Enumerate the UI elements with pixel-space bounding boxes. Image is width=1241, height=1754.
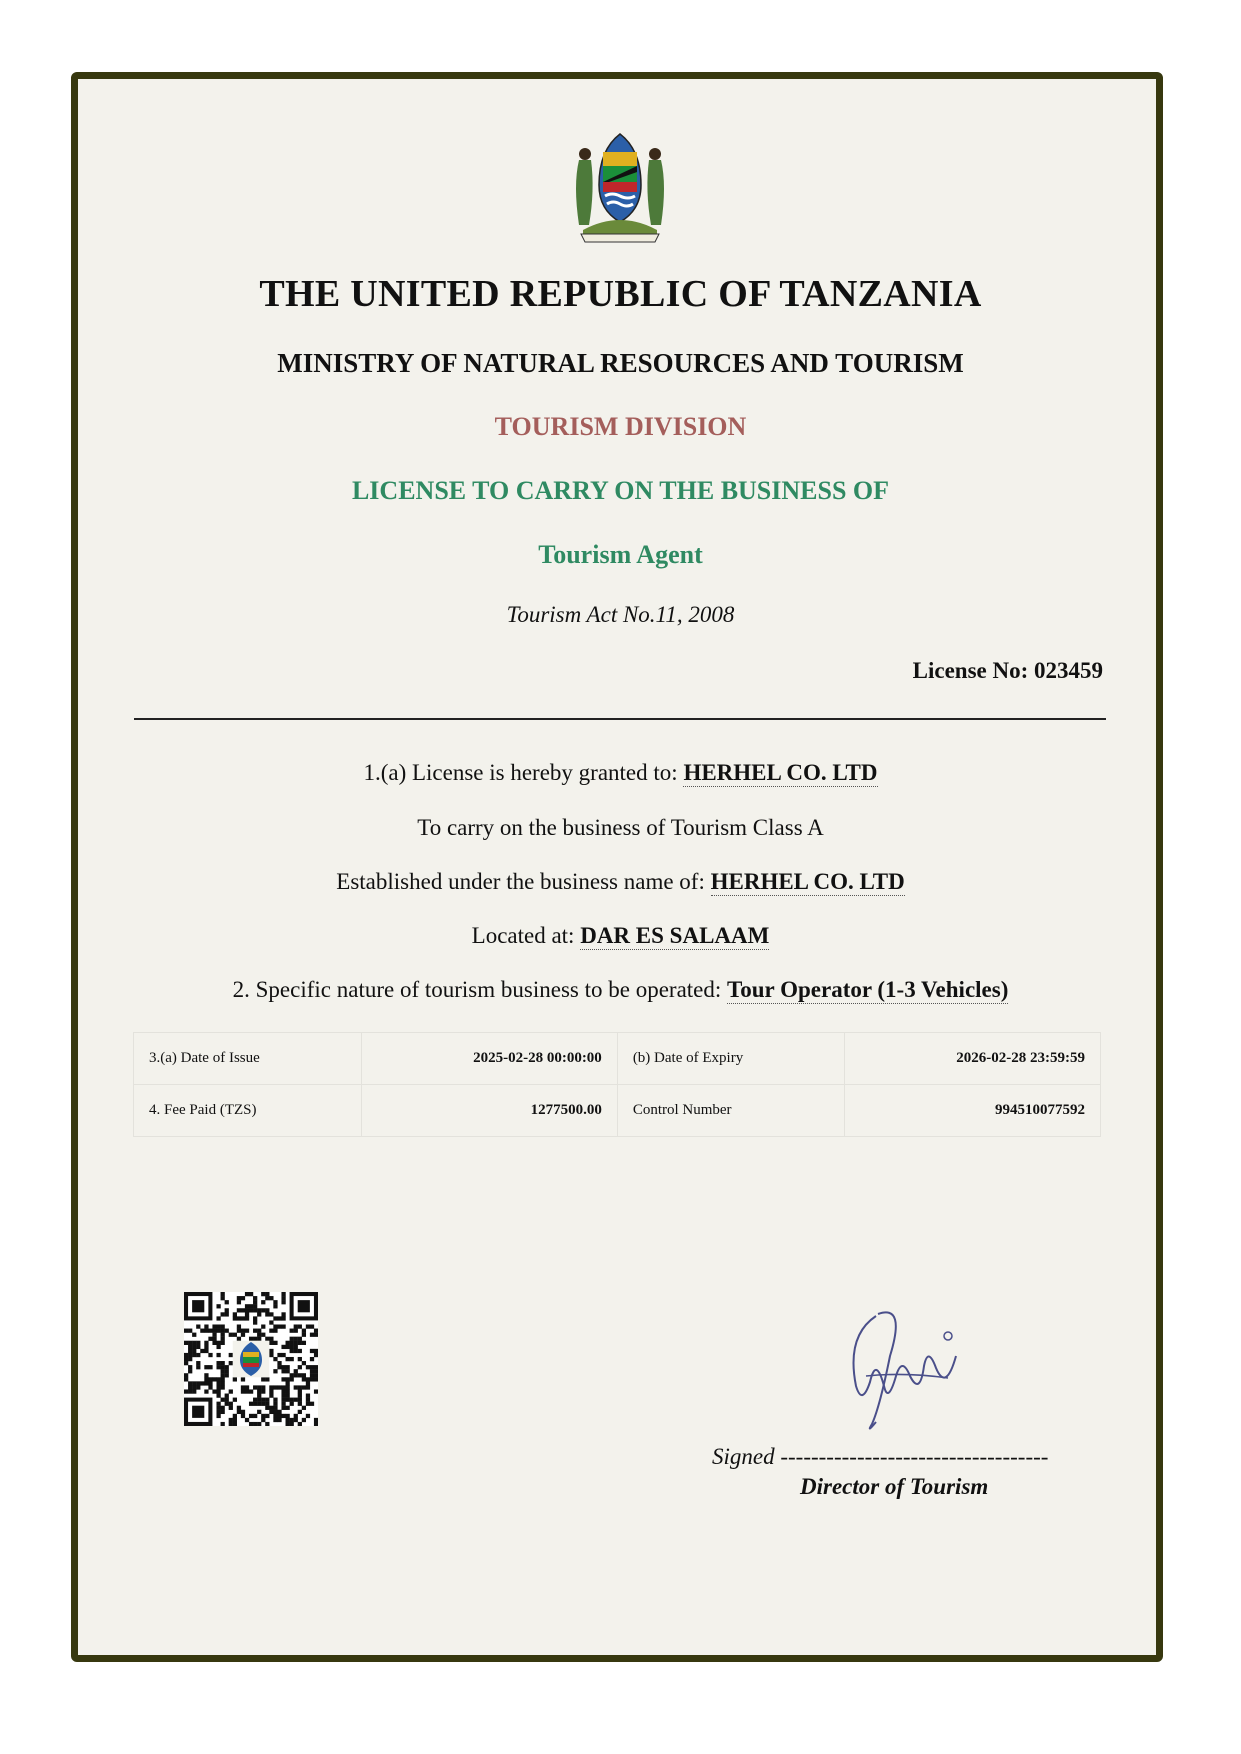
business-line: To carry on the business of Tourism Class A <box>417 815 824 840</box>
fee-value: 1277500.00 <box>361 1085 617 1137</box>
license-number: License No: 023459 <box>912 658 1103 683</box>
location-value: DAR ES SALAAM <box>580 923 770 948</box>
control-value: 994510077592 <box>844 1085 1100 1137</box>
act-reference: Tourism Act No.11, 2008 <box>506 602 735 627</box>
granted-label: 1.(a) License is hereby granted to: <box>363 760 678 785</box>
director-title: Director of Tourism <box>800 1474 989 1499</box>
qr-code-icon[interactable] <box>184 1292 318 1426</box>
expiry-value: 2026-02-28 23:59:59 <box>844 1033 1100 1085</box>
nature-line <box>0 977 1241 1003</box>
issue-label: 3.(a) Date of Issue <box>134 1033 362 1085</box>
fee-label: 4. Fee Paid (TZS) <box>134 1085 362 1137</box>
business-name-label: Established under the business name of: <box>336 869 705 894</box>
license-title: LICENSE TO CARRY ON THE BUSINESS OF <box>351 476 890 505</box>
details-table <box>133 1032 1101 1137</box>
nature-value: Tour Operator (1-3 Vehicles) <box>727 977 1009 1002</box>
ministry-title: MINISTRY OF NATURAL RESOURCES AND TOURISM <box>277 348 964 378</box>
country-title: THE UNITED REPUBLIC OF TANZANIA <box>259 273 982 315</box>
expiry-label: (b) Date of Expiry <box>617 1033 844 1085</box>
business-name-line <box>0 869 1241 895</box>
business-type: Tourism Agent <box>538 540 703 569</box>
business-name-value: HERHEL CO. LTD <box>710 869 905 894</box>
nature-label: 2. Specific nature of tourism business to be operated: <box>232 977 722 1002</box>
divider <box>134 718 1106 720</box>
issue-value: 2025-02-28 00:00:00 <box>361 1033 617 1085</box>
location-line <box>0 923 1241 949</box>
signed-line: Signed ----------------------------------- <box>712 1444 1049 1469</box>
control-label: Control Number <box>617 1085 844 1137</box>
granted-line <box>0 760 1241 786</box>
granted-to-value: HERHEL CO. LTD <box>683 760 878 785</box>
location-label: Located at: <box>471 923 575 948</box>
division-title: TOURISM DIVISION <box>494 412 747 441</box>
coat-of-arms-icon <box>565 130 675 245</box>
table-row <box>134 1085 1101 1137</box>
table-row <box>134 1033 1101 1085</box>
signature-image <box>836 1296 976 1436</box>
